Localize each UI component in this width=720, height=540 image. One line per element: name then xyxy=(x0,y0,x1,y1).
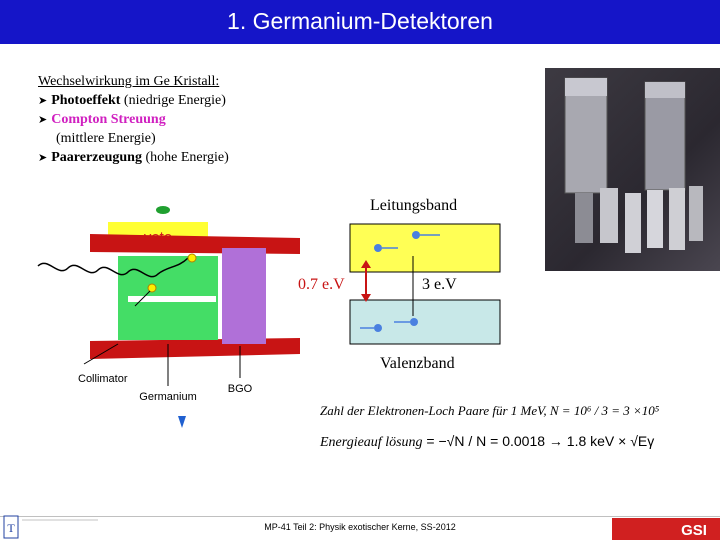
detector-tube-3 xyxy=(647,190,663,248)
interaction-star-icon xyxy=(148,284,156,292)
cryostat-right xyxy=(645,82,685,190)
detector-photo xyxy=(545,68,720,271)
bullet-photoeffekt xyxy=(38,91,229,110)
conduction-band-label: Leitungsband xyxy=(370,197,458,214)
gsi-logo xyxy=(612,514,720,540)
collimator-bottom xyxy=(90,338,300,359)
bullet-photoeffekt-term: Photoeffekt xyxy=(51,93,121,108)
detector-tube-1 xyxy=(600,188,618,243)
valence-band xyxy=(350,300,500,344)
bullet-arrow-icon: ➤ xyxy=(38,114,48,126)
formula-resolution xyxy=(320,433,654,451)
down-arrow-icon xyxy=(178,416,186,428)
bullet-photoeffekt-desc: (niedrige Energie) xyxy=(120,93,226,108)
gap-label-ge: 0.7 e.V xyxy=(298,276,345,293)
bullet-compton-term: Compton Streuung xyxy=(51,112,166,127)
gap-label-3ev: 3 e.V xyxy=(422,276,457,293)
bullet-compton xyxy=(38,110,229,129)
interaction-star-icon xyxy=(188,254,196,262)
detector-schematic xyxy=(0,196,300,432)
collimator-label: Collimator xyxy=(78,373,128,385)
university-logo xyxy=(2,514,100,540)
electron-icon xyxy=(374,244,382,252)
germanium-label: Germanium xyxy=(139,391,197,403)
slide-title: 1. Germanium-Detektoren xyxy=(227,8,493,34)
detector-tube-6 xyxy=(575,193,593,243)
bullet-arrow-icon: ➤ xyxy=(38,152,48,164)
crystal-coldfinger xyxy=(128,296,216,302)
bgo-label: BGO xyxy=(227,383,253,395)
gsi-logo-text: GSI xyxy=(681,522,707,539)
bullet-heading: Wechselwirkung im Ge Kristall: xyxy=(38,74,220,89)
cryostat-left-cap xyxy=(565,78,607,96)
footer-text: MP-41 Teil 2: Physik exotischer Kerne, SS-2012 xyxy=(264,522,456,532)
bullet-arrow-icon: ➤ xyxy=(38,95,48,107)
veto-pmt-icon xyxy=(156,206,170,214)
bullet-paarerzeugung-desc: (hohe Energie) xyxy=(141,150,229,165)
detector-tube-2 xyxy=(625,193,641,253)
hole-icon xyxy=(374,324,382,332)
collimator-top xyxy=(90,234,300,254)
detector-photo-drawing xyxy=(545,68,720,271)
bullet-paarerzeugung xyxy=(38,148,229,167)
formula-resolution-eq: = −√N / N = 0.0018 → 1.8 keV × √Eγ xyxy=(422,433,655,449)
cryostat-right-cap xyxy=(645,82,685,98)
hole-icon xyxy=(410,318,418,326)
bgo-shield xyxy=(222,248,266,344)
valence-band-label: Valenzband xyxy=(380,355,455,372)
bullet-list xyxy=(38,72,229,167)
electron-icon xyxy=(412,231,420,239)
bullet-paarerzeugung-term: Paarerzeugung xyxy=(51,150,142,165)
detector-tube-4 xyxy=(669,188,685,250)
formula-pairs: Zahl der Elektronen-Loch Paare für 1 MeV, N = 10⁶ / 3 = 3 ×10⁵ xyxy=(320,403,660,418)
detector-tube-5 xyxy=(689,186,703,241)
university-logo-letter: T xyxy=(7,521,15,535)
conduction-band xyxy=(350,224,500,272)
formula-resolution-label: Energieauf lösung xyxy=(320,435,423,450)
bullet-compton-desc: (mittlere Energie) xyxy=(56,131,156,146)
